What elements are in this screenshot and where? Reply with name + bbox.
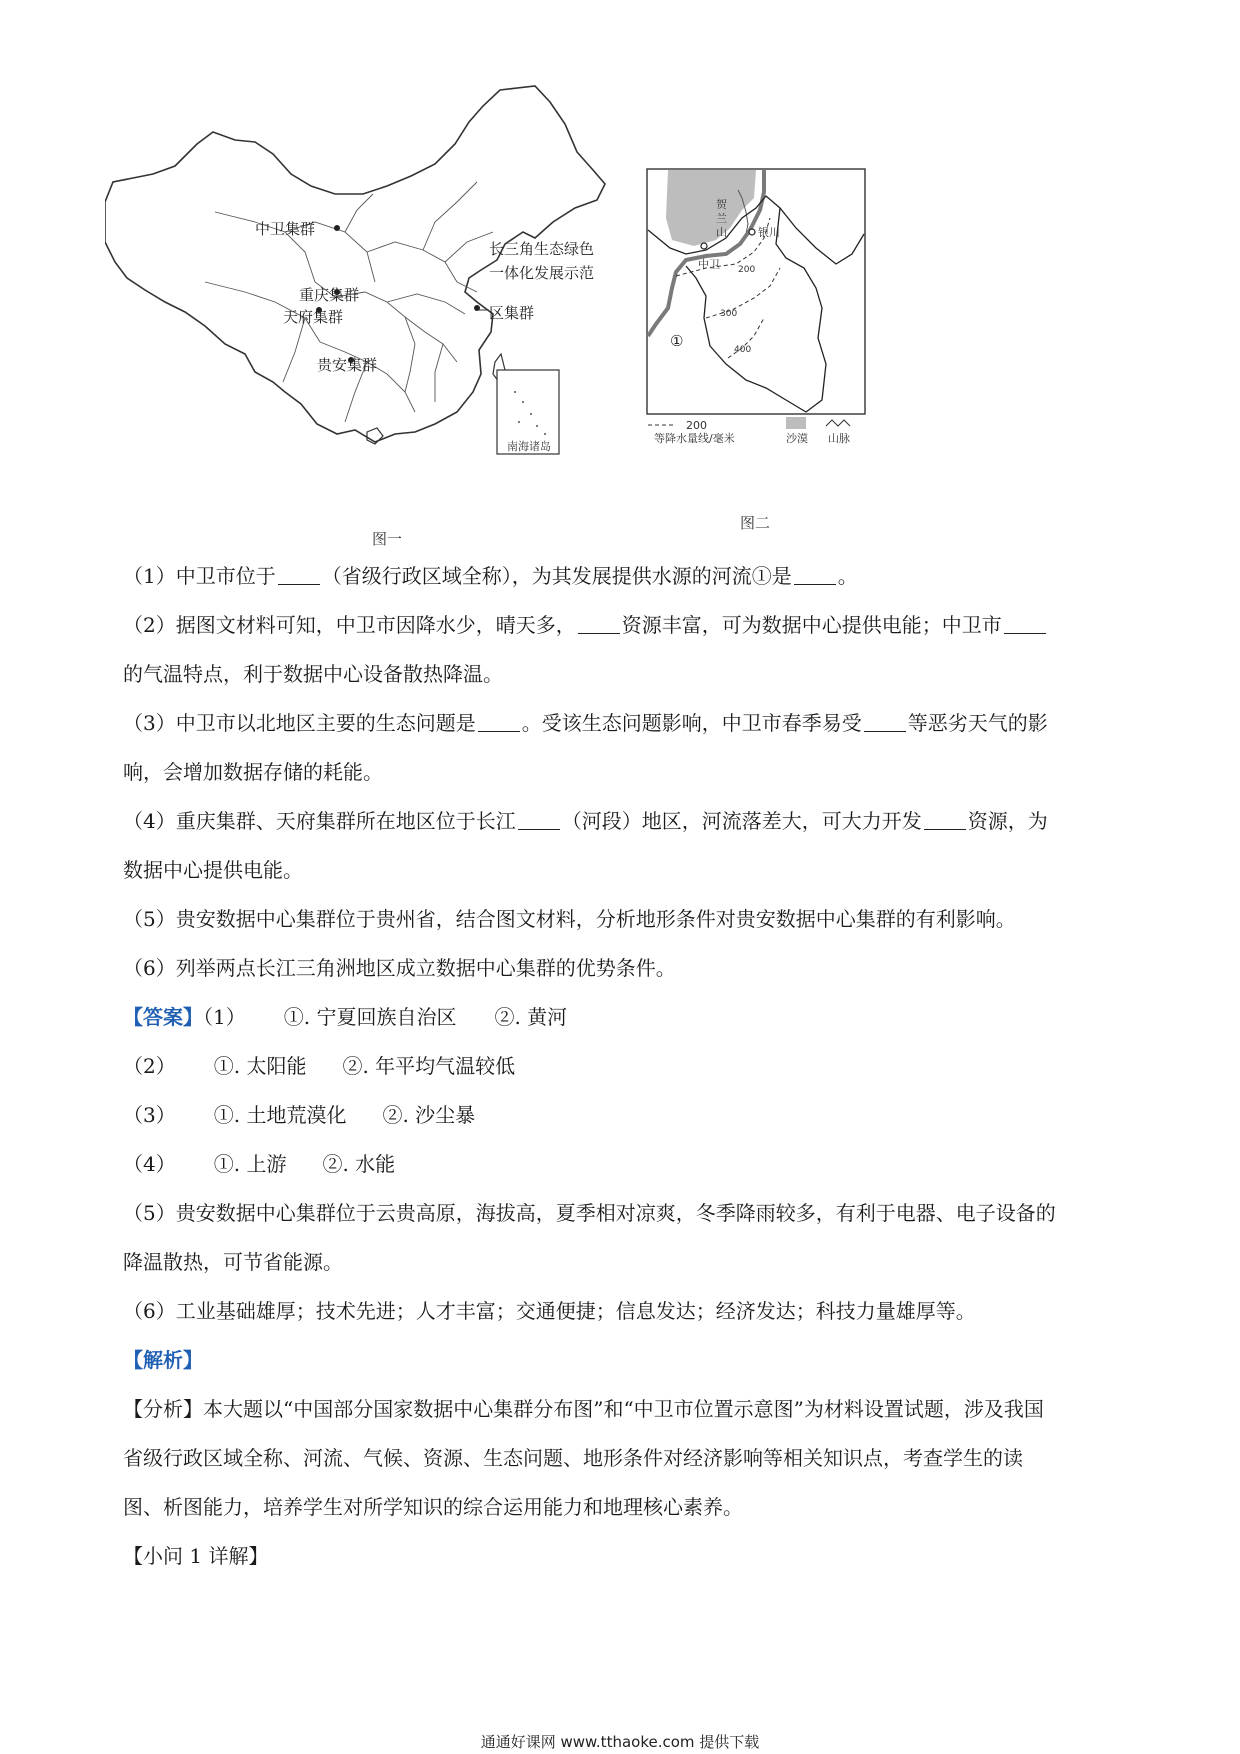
label-yinchuan: 银川 [758,226,780,239]
label-chongqing-cluster: 重庆集群 [299,286,360,304]
answer-blank [864,711,906,732]
question-text-block [123,552,1133,1581]
label-helan-1: 贺 [716,198,727,211]
answer-blank [924,809,966,830]
analysis-line3: 图、析图能力，培养学生对所学知识的综合运用能力和地理核心素养。 [123,1495,743,1519]
analysis-line2: 省级行政区域全称、河流、气候、资源、生态问题、地形条件对经济影响等相关知识点，考查学生的读 [123,1446,1023,1470]
question-4-line1: （4）重庆集群、天府集群所在地区位于长江 （河段）地区，河流落差大，可大力开发 资源，为 [123,809,1048,833]
question-4-line2: 数据中心提供电能。 [123,858,303,882]
label-yrd-line1: 长三角生态绿色 [489,240,595,258]
legend-mountain: 山脉 [828,432,850,445]
city-zhongwei [701,243,707,249]
answer-1: 【答案】（1） ①. 宁夏回族自治区 ②. 黄河 [123,1005,568,1029]
china-map-figure [105,82,645,522]
china-map-svg [105,82,645,522]
label-zhongwei: 中卫 [698,258,720,271]
answer-tag: 【答案】 [123,1005,203,1029]
analysis-heading [123,1336,1133,1385]
label-zhongwei-cluster: 中卫集群 [255,220,316,238]
label-helan-2: 兰 [716,212,727,225]
figure2-caption: 图二 [740,514,771,532]
question-1: （1）中卫市位于 （省级行政区域全称），为其发展提供水源的河流①是 。 [123,564,858,588]
label-iso300: 300 [720,309,738,319]
label-iso400: 400 [734,345,752,355]
answer-2: （2） ①. 太阳能 ②. 年平均气温较低 [123,1054,516,1078]
answer-3: （3） ①. 土地荒漠化 ②. 沙尘暴 [123,1103,476,1127]
city-yinchuan [749,229,755,235]
legend-iso-value: 200 [686,419,707,432]
label-guian-cluster: 贵安集群 [317,356,378,374]
page-footer: 通通好课网 www.tthaoke.com 提供下载 [480,1733,760,1751]
question-5: （5）贵安数据中心集群位于贵州省，结合图文材料，分析地形条件对贵安数据中心集群的有利影响。 [123,907,1016,931]
legend-mountain-icon [826,420,850,426]
answer-5-line2: 降温散热，可节省能源。 [123,1250,343,1274]
legend-desert: 沙漠 [786,432,808,445]
label-river-1: ① [670,332,684,350]
answer-blank [794,564,836,585]
question-6: （6）列举两点长江三角洲地区成立数据中心集群的优势条件。 [123,956,676,980]
question-2-line1: （2）据图文材料可知，中卫市因降水少，晴天多， 资源丰富，可为数据中心提供电能；中卫市 [123,601,1133,650]
label-tianfu-cluster: 天府集群 [283,308,344,326]
answer-5-line1: （5）贵安数据中心集群位于云贵高原，海拔高，夏季相对凉爽，冬季降雨较多，有利于电器、电子设备的 [123,1201,1056,1225]
answer-6: （6）工业基础雄厚；技术先进；人才丰富；交通便捷；信息发达；经济发达；科技力量雄厚等。 [123,1299,976,1323]
answer-blank [518,809,560,830]
answer-blank [1004,613,1046,634]
label-yrd-line3: 区集群 [489,304,535,322]
question-2-line2: 的气温特点，利于数据中心设备散热降温。 [123,662,503,686]
zhongwei-map-svg [646,168,878,458]
label-helan-3: 山 [716,226,727,239]
answer-blank [578,613,620,634]
figure1-caption: 图一 [372,530,403,548]
analysis-tag: 【解析】 [123,1348,203,1372]
answer-4: （4） ①. 上游 ②. 水能 [123,1152,396,1176]
label-iso200: 200 [738,265,756,275]
question-3-line2: 响，会增加数据存储的耗能。 [123,760,383,784]
subquestion-heading: 【小问 1 详解】 [123,1544,269,1568]
marker-zhongwei [334,225,340,231]
label-yrd-line2: 一体化发展示范 [489,264,595,282]
answer-blank [278,564,320,585]
legend-desert-swatch [786,417,806,429]
legend-iso-label: 等降水量线/毫米 [654,432,735,445]
analysis-line1: 【分析】本大题以“中国部分国家数据中心集群分布图”和“中卫市位置示意图”为材料设置试题，涉及我国 [123,1397,1044,1421]
zhongwei-location-figure [646,168,878,458]
answer-blank [478,711,520,732]
question-3-line1: （3）中卫市以北地区主要的生态问题是 。受该生态问题影响，中卫市春季易受 等恶劣天气的影 [123,711,1048,735]
label-inset: 南海诸岛 [507,440,551,453]
